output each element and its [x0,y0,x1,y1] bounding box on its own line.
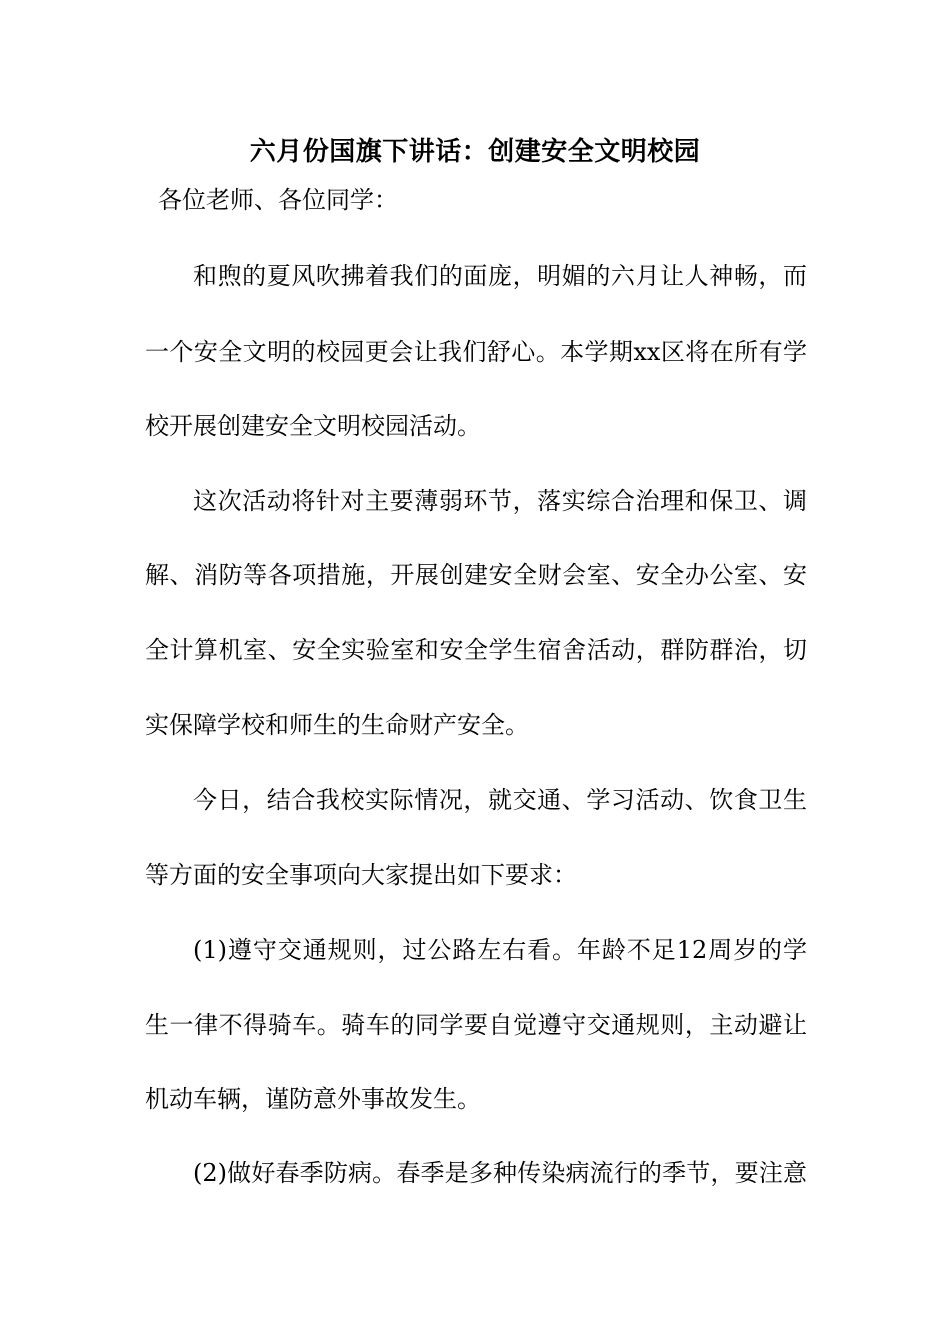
paragraph-line: 和煦的夏风吹拂着我们的面庞，明媚的六月让人神畅，而 [193,262,807,290]
paragraph-line: (1)遵守交通规则，过公路左右看。年龄不足12周岁的学 [193,936,807,964]
salutation: 各位老师、各位同学： [158,186,398,214]
paragraph-line: 生一律不得骑车。骑车的同学要自觉遵守交通规则，主动避让 [145,1011,807,1039]
paragraph-line: 今日，结合我校实际情况，就交通、学习活动、饮食卫生 [193,786,807,814]
paragraph-line: 等方面的安全事项向大家提出如下要求： [145,861,577,889]
paragraph-line: (2)做好春季防病。春季是多种传染病流行的季节，要注意 [193,1159,807,1187]
paragraph-line: 校开展创建安全文明校园活动。 [145,412,481,440]
paragraph-line: 机动车辆，谨防意外事故发生。 [145,1085,481,1113]
document-title: 六月份国旗下讲话：创建安全文明校园 [249,137,701,167]
paragraph-line: 一个安全文明的校园更会让我们舒心。本学期xx区将在所有学 [145,338,807,366]
paragraph-line: 全计算机室、安全实验室和安全学生宿舍活动，群防群治，切 [145,636,807,664]
paragraph-line: 解、消防等各项措施，开展创建安全财会室、安全办公室、安 [145,561,807,589]
paragraph-line: 这次活动将针对主要薄弱环节，落实综合治理和保卫、调 [193,487,807,515]
paragraph-line: 实保障学校和师生的生命财产安全。 [145,711,529,739]
